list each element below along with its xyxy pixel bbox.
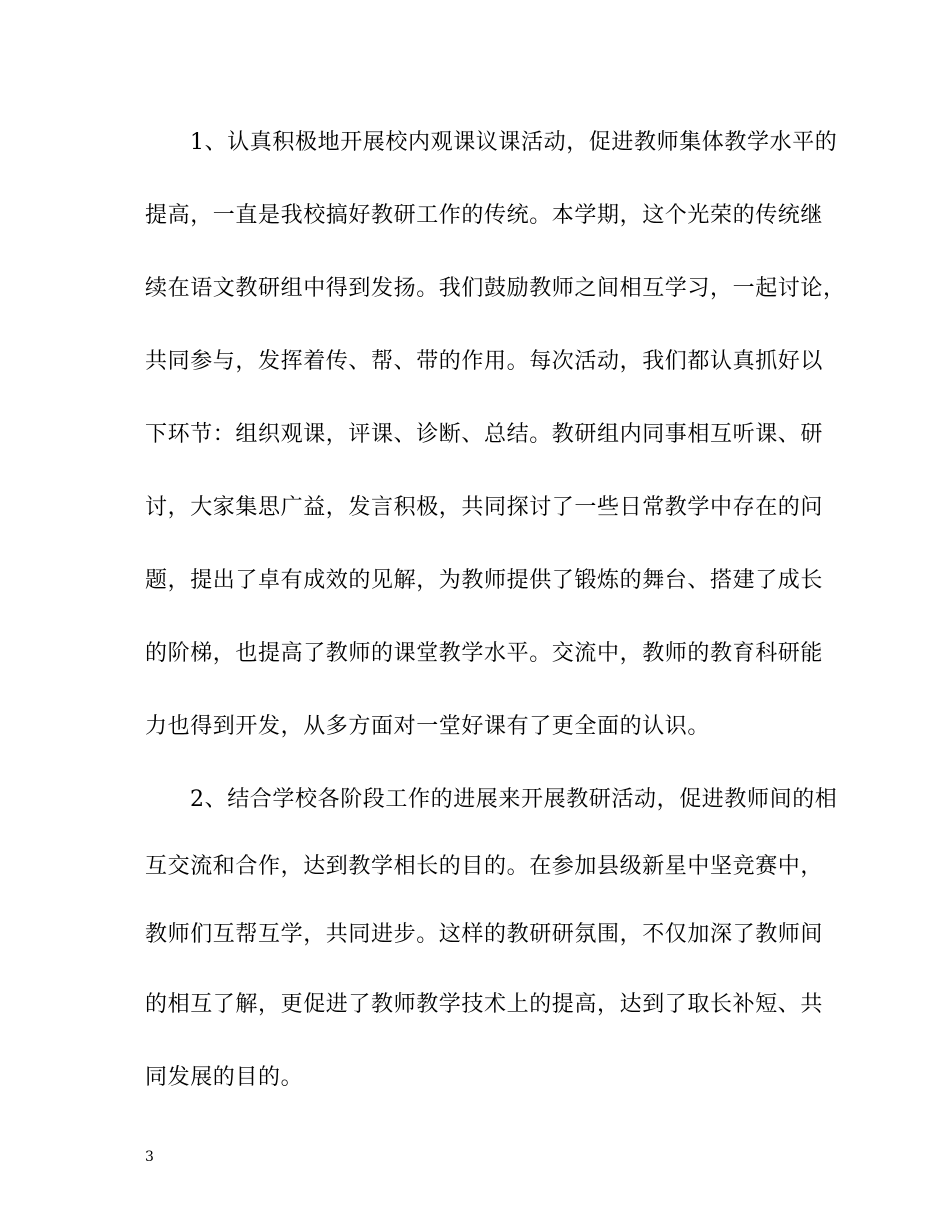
page-number: 3 — [145, 1149, 154, 1165]
paragraph-line: 1、认真积极地开展校内观课议课活动，促进教师集体教学水平的 — [190, 130, 838, 155]
paragraph-line: 2、结合学校各阶段工作的进展来开展教研活动，促进教师间的相 — [190, 787, 838, 812]
paragraph-line: 题，提出了卓有成效的见解，为教师提供了锻炼的舞台、搭建了成长 — [145, 568, 824, 593]
paragraph-line: 互交流和合作，达到教学相长的目的。在参加县级新星中坚竞赛中， — [145, 854, 824, 879]
paragraph-line: 续在语文教研组中得到发扬。我们鼓励教师之间相互学习，一起讨论， — [145, 276, 846, 301]
paragraph-line: 教师们互帮互学，共同进步。这样的教研研氛围，不仅加深了教师间 — [145, 922, 824, 947]
paragraph-line: 讨，大家集思广益，发言积极，共同探讨了一些日常教学中存在的问 — [145, 495, 824, 520]
paragraph-line: 共同参与，发挥着传、帮、带的作用。每次活动，我们都认真抓好以 — [145, 349, 824, 374]
paragraph-line: 下环节：组织观课，评课、诊断、总结。教研组内同事相互听课、研 — [145, 422, 824, 447]
paragraph-line: 同发展的目的。 — [145, 1065, 304, 1090]
paragraph-line: 的阶梯，也提高了教师的课堂教学水平。交流中，教师的教育科研能 — [145, 641, 824, 666]
paragraph-line: 力也得到开发，从多方面对一堂好课有了更全面的认识。 — [145, 714, 711, 739]
paragraph-line: 的相互了解，更促进了教师教学技术上的提高，达到了取长补短、共 — [145, 992, 824, 1017]
paragraph-line: 提高，一直是我校搞好教研工作的传统。本学期，这个光荣的传统继 — [145, 203, 824, 228]
